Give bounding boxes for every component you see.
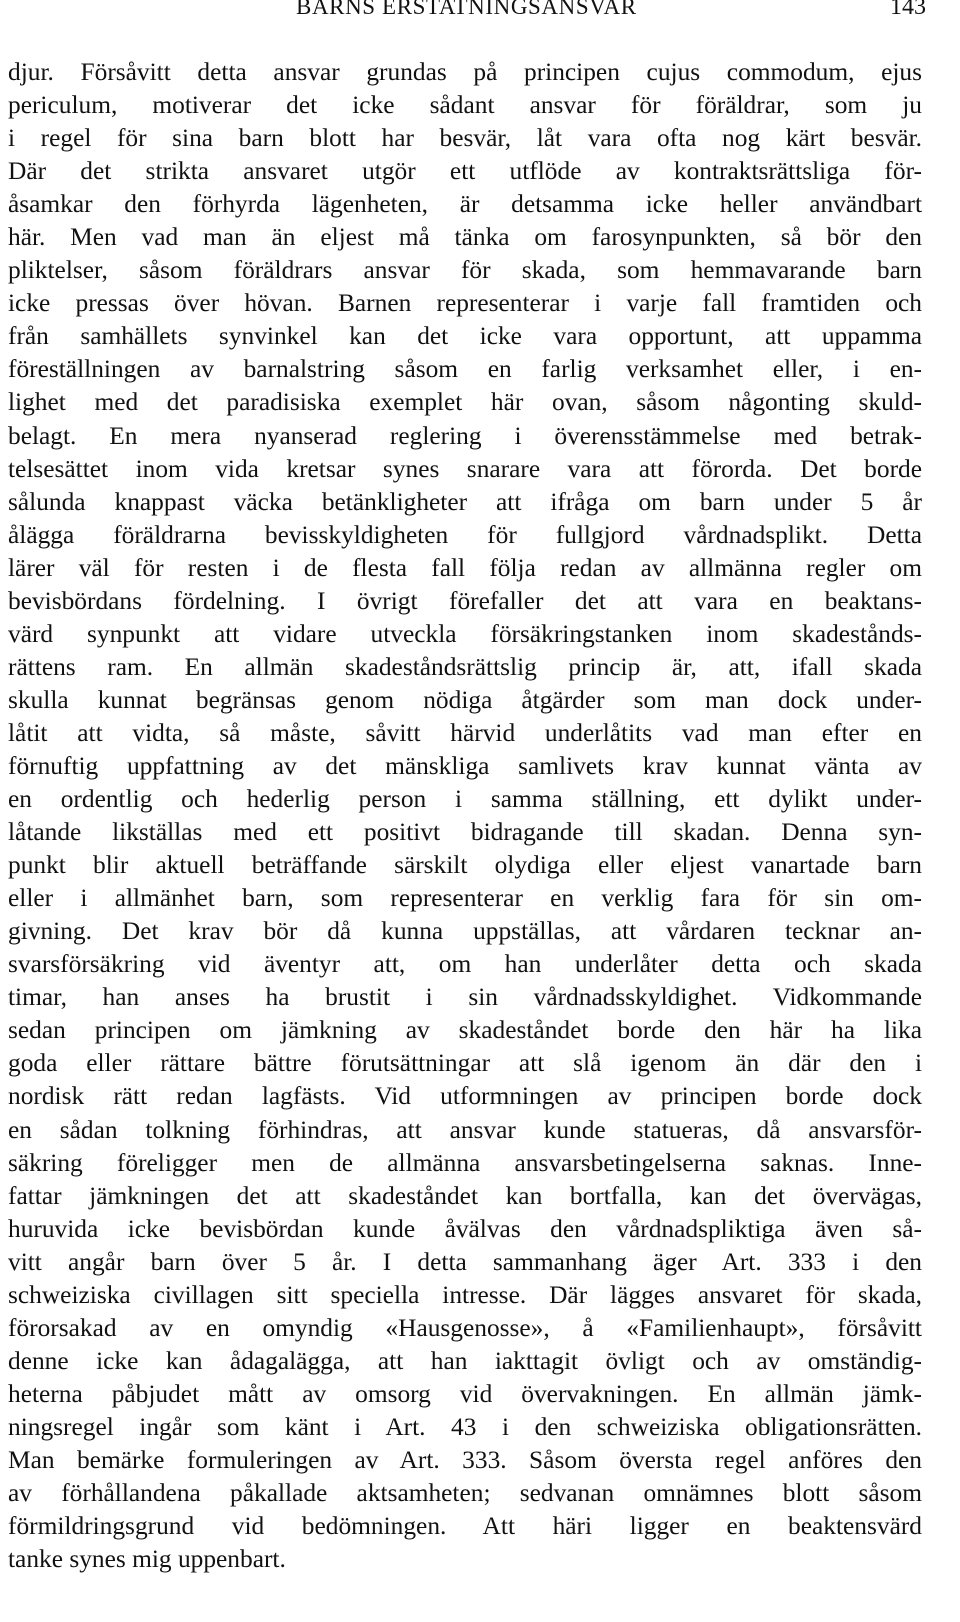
text-line: i regel för sina barn blott har besvär, låt vara ofta nog kärt besvär. (8, 124, 922, 153)
text-line: en ordentlig och hederlig person i samma ställning, ett dylikt under- (8, 785, 922, 814)
text-line: åsamkar den förhyrda lägenheten, är detsamma icke heller användbart (8, 190, 922, 219)
text-line: låtande likställas med ett positivt bidragande till skadan. Denna syn- (8, 818, 922, 847)
text-line: tanke synes mig uppenbart. (8, 1545, 286, 1574)
text-line: huruvida icke bevisbördan kunde åvälvas den vårdnadspliktiga även så- (8, 1214, 922, 1243)
page-number: 143 (890, 0, 926, 20)
text-line: rättens ram. En allmän skadeståndsrättslig princip är, att, ifall skada (8, 652, 922, 681)
text-line: belagt. En mera nyanserad reglering i överensstämmelse med betrak- (8, 421, 922, 450)
body-text (8, 56, 922, 1576)
text-line: förmildringsgrund vid bedömningen. Att häri ligger en beaktensvärd (8, 1512, 922, 1541)
text-line: lighet med det paradisiska exemplet här ovan, såsom någonting skuld- (8, 388, 922, 417)
text-line: timar, han anses ha brustit i sin vårdnadsskyldighet. Vidkommande (8, 983, 922, 1012)
text-line: låtit att vidta, så måste, såvitt härvid underlåtits vad man efter en (8, 718, 922, 747)
text-line: skulla kunnat begränsas genom nödiga åtgärder som man dock under- (8, 685, 922, 714)
text-line: djur. Försåvitt detta ansvar grundas på principen cujus commodum, ejus (8, 58, 922, 86)
text-line: Man bemärke formuleringen av Art. 333. Såsom översta regel anföres den (8, 1445, 922, 1474)
text-line: pliktelser, såsom föräldrars ansvar för skada, som hemmavarande barn (8, 256, 922, 285)
text-line: från samhällets synvinkel kan det icke vara opportunt, att uppamma (8, 322, 922, 351)
text-line: här. Men vad man än eljest må tänka om farosynpunkten, så bör den (8, 223, 922, 252)
text-line: fattar jämkningen det att skadeståndet kan bortfalla, kan det övervägas, (8, 1181, 922, 1210)
text-line: nordisk rätt redan lagfästs. Vid utformningen av principen borde dock (8, 1082, 922, 1111)
text-line: ålägga föräldrarna bevisskyldigheten för fullgjord vårdnadsplikt. Detta (8, 520, 922, 549)
text-line: av förhållandena påkallade aktsamheten; sedvanan omnämnes blott såsom (8, 1479, 922, 1508)
text-line: Där det strikta ansvaret utgör ett utflöde av kontraktsrättsliga för- (8, 157, 922, 186)
text-line: denne icke kan ådagalägga, att han iakttagit övligt och av omständig- (8, 1346, 922, 1375)
text-line: telsesättet inom vida kretsar synes snarare vara att förorda. Det borde (8, 454, 922, 483)
running-header (0, 0, 960, 34)
text-line: värd synpunkt att vidare utveckla försäkringstanken inom skadestånds- (8, 619, 922, 648)
text-line: periculum, motiverar det icke sådant ansvar för föräldrar, som ju (8, 91, 922, 120)
text-line: föreställningen av barnalstring såsom en farlig verksamhet eller, i en- (8, 355, 922, 384)
text-line: förnuftig uppfattning av det mänskliga samlivets krav kunnat vänta av (8, 751, 922, 780)
text-line: en sådan tolkning förhindras, att ansvar kunde statueras, då ansvarsför- (8, 1115, 922, 1144)
text-line: schweiziska civillagen sitt speciella intresse. Där lägges ansvaret för skada, (8, 1280, 922, 1309)
text-line: goda eller rättare bättre förutsättningar att slå igenom än där den i (8, 1049, 922, 1078)
text-line: vitt angår barn över 5 år. I detta sammanhang äger Art. 333 i den (8, 1247, 922, 1276)
text-line: sålunda knappast väcka betänkligheter att ifråga om barn under 5 år (8, 487, 922, 516)
text-line: bevisbördans fördelning. I övrigt förefaller det att vara en beaktans- (8, 586, 922, 615)
text-line: förorsakad av en omyndig «Hausgenosse», å «Familienhaupt», försåvitt (8, 1313, 922, 1342)
text-line: eller i allmänhet barn, som representerar en verklig fara för sin om- (8, 884, 922, 913)
text-line: svarsförsäkring vid äventyr att, om han underlåter detta och skada (8, 950, 922, 979)
text-line: icke pressas över hövan. Barnen representerar i varje fall framtiden och (8, 289, 922, 318)
text-line: punkt blir aktuell beträffande särskilt olydiga eller eljest vanartade barn (8, 851, 922, 880)
running-title: BARNS ERSTATNINGSANSVAR (296, 0, 637, 19)
text-line: säkring föreligger men de allmänna ansvarsbetingelserna saknas. Inne- (8, 1148, 922, 1177)
text-line: ningsregel ingår som känt i Art. 43 i den schweiziska obligationsrätten. (8, 1412, 922, 1441)
text-line: sedan principen om jämkning av skadeståndet borde den här ha lika (8, 1016, 922, 1045)
text-line: lärer väl för resten i de flesta fall följa redan av allmänna regler om (8, 553, 922, 582)
text-line: givning. Det krav bör då kunna uppställas, att vårdaren tecknar an- (8, 917, 922, 946)
text-line: heterna påbjudet mått av omsorg vid övervakningen. En allmän jämk- (8, 1379, 922, 1408)
